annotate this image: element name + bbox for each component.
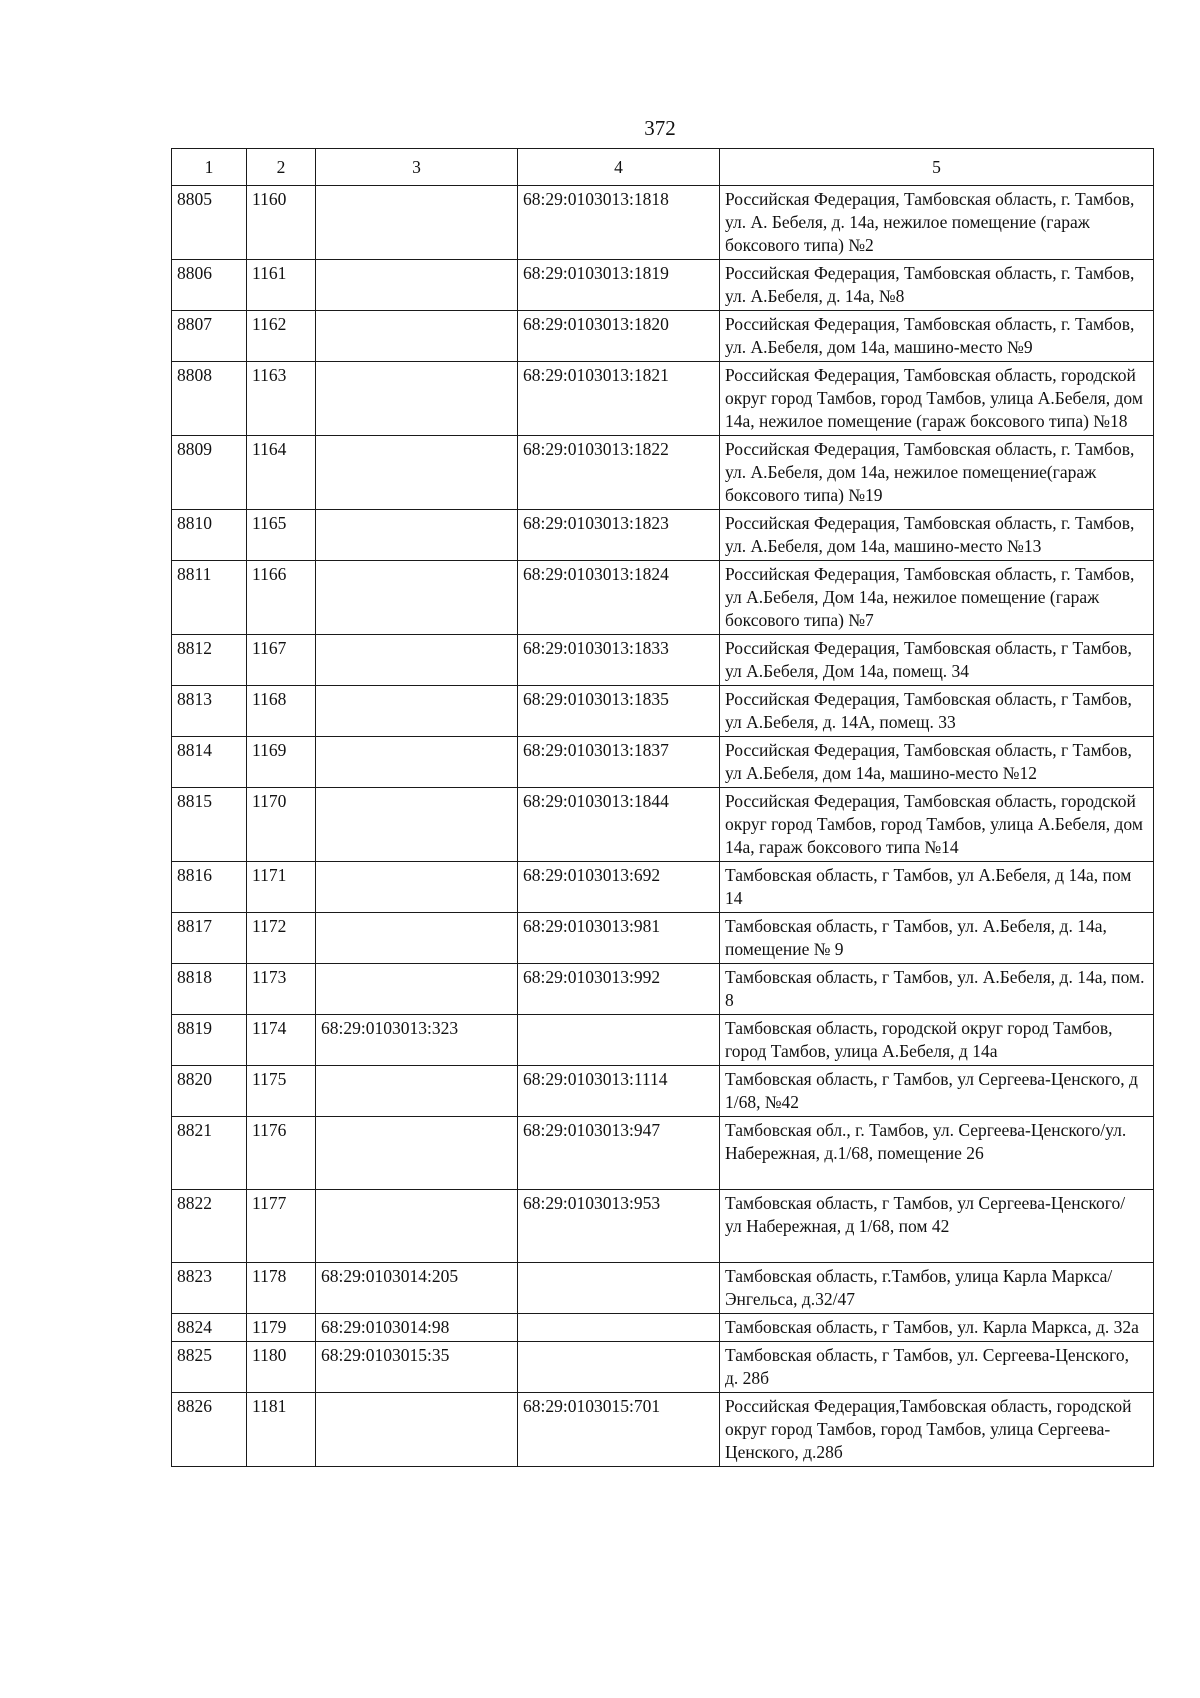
land-cadastral-number-cell [316, 561, 518, 635]
row-number-cell: 8817 [172, 913, 247, 964]
table-row [172, 686, 1154, 737]
address-cell: Тамбовская область, г Тамбов, ул А.Бебеля, д 14а, пом 14 [720, 862, 1154, 913]
row-number-cell: 8810 [172, 510, 247, 561]
record-number-cell: 1172 [247, 913, 316, 964]
table-row [172, 260, 1154, 311]
column-header-3: 3 [316, 149, 518, 186]
row-number-cell: 8820 [172, 1066, 247, 1117]
row-number-cell: 8826 [172, 1393, 247, 1467]
table-row [172, 1263, 1154, 1314]
table-row [172, 1190, 1154, 1263]
record-number-cell: 1165 [247, 510, 316, 561]
table-row [172, 362, 1154, 436]
table-row [172, 635, 1154, 686]
record-number-cell: 1166 [247, 561, 316, 635]
land-cadastral-number-cell: 68:29:0103014:98 [316, 1314, 518, 1342]
record-number-cell: 1181 [247, 1393, 316, 1467]
land-cadastral-number-cell [316, 862, 518, 913]
column-header-5: 5 [720, 149, 1154, 186]
row-number-cell: 8816 [172, 862, 247, 913]
table-row [172, 1393, 1154, 1467]
address-cell: Российская Федерация, Тамбовская область, г. Тамбов, ул. А.Бебеля, д. 14а, №8 [720, 260, 1154, 311]
registry-table [171, 148, 1154, 1467]
land-cadastral-number-cell [316, 186, 518, 260]
table-row [172, 436, 1154, 510]
object-cadastral-number-cell: 68:29:0103013:992 [518, 964, 720, 1015]
land-cadastral-number-cell [316, 686, 518, 737]
land-cadastral-number-cell [316, 311, 518, 362]
row-number-cell: 8809 [172, 436, 247, 510]
record-number-cell: 1178 [247, 1263, 316, 1314]
object-cadastral-number-cell: 68:29:0103013:953 [518, 1190, 720, 1263]
record-number-cell: 1168 [247, 686, 316, 737]
land-cadastral-number-cell [316, 362, 518, 436]
row-number-cell: 8818 [172, 964, 247, 1015]
table-row [172, 311, 1154, 362]
address-cell: Тамбовская область, г Тамбов, ул. А.Бебеля, д. 14а, помещение № 9 [720, 913, 1154, 964]
table-row [172, 1015, 1154, 1066]
record-number-cell: 1170 [247, 788, 316, 862]
row-number-cell: 8812 [172, 635, 247, 686]
land-cadastral-number-cell [316, 635, 518, 686]
object-cadastral-number-cell [518, 1015, 720, 1066]
row-number-cell: 8806 [172, 260, 247, 311]
object-cadastral-number-cell [518, 1342, 720, 1393]
land-cadastral-number-cell: 68:29:0103014:205 [316, 1263, 518, 1314]
row-number-cell: 8822 [172, 1190, 247, 1263]
column-header-4: 4 [518, 149, 720, 186]
row-number-cell: 8811 [172, 561, 247, 635]
address-cell: Тамбовская область, г Тамбов, ул. Карла Маркса, д. 32а [720, 1314, 1154, 1342]
record-number-cell: 1179 [247, 1314, 316, 1342]
row-number-cell: 8823 [172, 1263, 247, 1314]
address-cell: Тамбовская область, г Тамбов, ул Сергеева-Ценского/ ул Набережная, д 1/68, пом 42 [720, 1190, 1154, 1263]
record-number-cell: 1180 [247, 1342, 316, 1393]
land-cadastral-number-cell: 68:29:0103015:35 [316, 1342, 518, 1393]
address-cell: Российская Федерация, Тамбовская область, г Тамбов, ул А.Бебеля, Дом 14а, помещ. 34 [720, 635, 1154, 686]
land-cadastral-number-cell [316, 1117, 518, 1190]
table-row [172, 913, 1154, 964]
record-number-cell: 1167 [247, 635, 316, 686]
row-number-cell: 8808 [172, 362, 247, 436]
record-number-cell: 1162 [247, 311, 316, 362]
object-cadastral-number-cell: 68:29:0103013:1844 [518, 788, 720, 862]
object-cadastral-number-cell: 68:29:0103013:1822 [518, 436, 720, 510]
address-cell: Тамбовская область, г Тамбов, ул. Сергеева-Ценского, д. 28б [720, 1342, 1154, 1393]
address-cell: Российская Федерация,Тамбовская область, городской округ город Тамбов, город Тамбов, улица Сергеева-Ценского, д.28б [720, 1393, 1154, 1467]
record-number-cell: 1176 [247, 1117, 316, 1190]
land-cadastral-number-cell [316, 1393, 518, 1467]
address-cell: Российская Федерация, Тамбовская область, г. Тамбов, ул. А.Бебеля, дом 14а, нежилое помещение(гараж боксового типа) №19 [720, 436, 1154, 510]
row-number-cell: 8807 [172, 311, 247, 362]
object-cadastral-number-cell: 68:29:0103013:1823 [518, 510, 720, 561]
address-cell: Российская Федерация, Тамбовская область, городской округ город Тамбов, город Тамбов, улица А.Бебеля, дом 14а, нежилое помещение (гараж боксового типа) №18 [720, 362, 1154, 436]
land-cadastral-number-cell: 68:29:0103013:323 [316, 1015, 518, 1066]
address-cell: Российская Федерация, Тамбовская область, г. Тамбов, ул. А.Бебеля, дом 14а, машино-место №13 [720, 510, 1154, 561]
table-row [172, 1314, 1154, 1342]
object-cadastral-number-cell: 68:29:0103013:1114 [518, 1066, 720, 1117]
object-cadastral-number-cell: 68:29:0103013:1824 [518, 561, 720, 635]
table-row [172, 1066, 1154, 1117]
address-cell: Российская Федерация, Тамбовская область, городской округ город Тамбов, город Тамбов, улица А.Бебеля, дом 14а, гараж боксового типа №14 [720, 788, 1154, 862]
land-cadastral-number-cell [316, 788, 518, 862]
column-header-1: 1 [172, 149, 247, 186]
record-number-cell: 1169 [247, 737, 316, 788]
address-cell: Тамбовская область, г Тамбов, ул. А.Бебеля, д. 14а, пом. 8 [720, 964, 1154, 1015]
row-number-cell: 8821 [172, 1117, 247, 1190]
page-number: 372 [644, 116, 676, 140]
object-cadastral-number-cell: 68:29:0103013:1835 [518, 686, 720, 737]
row-number-cell: 8824 [172, 1314, 247, 1342]
table-row [172, 510, 1154, 561]
object-cadastral-number-cell [518, 1263, 720, 1314]
record-number-cell: 1174 [247, 1015, 316, 1066]
record-number-cell: 1175 [247, 1066, 316, 1117]
table-row [172, 561, 1154, 635]
record-number-cell: 1177 [247, 1190, 316, 1263]
object-cadastral-number-cell: 68:29:0103013:981 [518, 913, 720, 964]
table-row [172, 1117, 1154, 1190]
table-row [172, 964, 1154, 1015]
address-cell: Тамбовская область, городской округ город Тамбов, город Тамбов, улица А.Бебеля, д 14а [720, 1015, 1154, 1066]
row-number-cell: 8815 [172, 788, 247, 862]
land-cadastral-number-cell [316, 737, 518, 788]
row-number-cell: 8805 [172, 186, 247, 260]
address-cell: Российская Федерация, Тамбовская область, г. Тамбов, ул. А. Бебеля, д. 14а, нежилое помещение (гараж боксового типа) №2 [720, 186, 1154, 260]
table-row [172, 788, 1154, 862]
land-cadastral-number-cell [316, 260, 518, 311]
address-cell: Российская Федерация, Тамбовская область, г Тамбов, ул А.Бебеля, д. 14А, помещ. 33 [720, 686, 1154, 737]
object-cadastral-number-cell: 68:29:0103015:701 [518, 1393, 720, 1467]
object-cadastral-number-cell: 68:29:0103013:1837 [518, 737, 720, 788]
object-cadastral-number-cell: 68:29:0103013:1833 [518, 635, 720, 686]
table-row [172, 862, 1154, 913]
object-cadastral-number-cell [518, 1314, 720, 1342]
object-cadastral-number-cell: 68:29:0103013:1819 [518, 260, 720, 311]
land-cadastral-number-cell [316, 436, 518, 510]
address-cell: Российская Федерация, Тамбовская область, г. Тамбов, ул А.Бебеля, Дом 14а, нежилое помещение (гараж боксового типа) №7 [720, 561, 1154, 635]
land-cadastral-number-cell [316, 1066, 518, 1117]
object-cadastral-number-cell: 68:29:0103013:692 [518, 862, 720, 913]
table-row [172, 737, 1154, 788]
address-cell: Тамбовская область, г.Тамбов, улица Карла Маркса/Энгельса, д.32/47 [720, 1263, 1154, 1314]
row-number-cell: 8819 [172, 1015, 247, 1066]
address-cell: Российская Федерация, Тамбовская область, г Тамбов, ул А.Бебеля, дом 14а, машино-место №12 [720, 737, 1154, 788]
row-number-cell: 8825 [172, 1342, 247, 1393]
table-body [172, 186, 1154, 1467]
object-cadastral-number-cell: 68:29:0103013:1818 [518, 186, 720, 260]
column-header-2: 2 [247, 149, 316, 186]
record-number-cell: 1171 [247, 862, 316, 913]
row-number-cell: 8814 [172, 737, 247, 788]
address-cell: Российская Федерация, Тамбовская область, г. Тамбов, ул. А.Бебеля, дом 14а, машино-место №9 [720, 311, 1154, 362]
object-cadastral-number-cell: 68:29:0103013:1821 [518, 362, 720, 436]
row-number-cell: 8813 [172, 686, 247, 737]
record-number-cell: 1163 [247, 362, 316, 436]
table-row [172, 1342, 1154, 1393]
object-cadastral-number-cell: 68:29:0103013:947 [518, 1117, 720, 1190]
record-number-cell: 1164 [247, 436, 316, 510]
land-cadastral-number-cell [316, 1190, 518, 1263]
land-cadastral-number-cell [316, 510, 518, 561]
header-row [172, 149, 1154, 186]
record-number-cell: 1173 [247, 964, 316, 1015]
record-number-cell: 1160 [247, 186, 316, 260]
table-row [172, 186, 1154, 260]
object-cadastral-number-cell: 68:29:0103013:1820 [518, 311, 720, 362]
record-number-cell: 1161 [247, 260, 316, 311]
address-cell: Тамбовская область, г Тамбов, ул Сергеева-Ценского, д 1/68, №42 [720, 1066, 1154, 1117]
address-cell: Тамбовская обл., г. Тамбов, ул. Сергеева-Ценского/ул. Набережная, д.1/68, помещение 26 [720, 1117, 1154, 1190]
land-cadastral-number-cell [316, 913, 518, 964]
land-cadastral-number-cell [316, 964, 518, 1015]
